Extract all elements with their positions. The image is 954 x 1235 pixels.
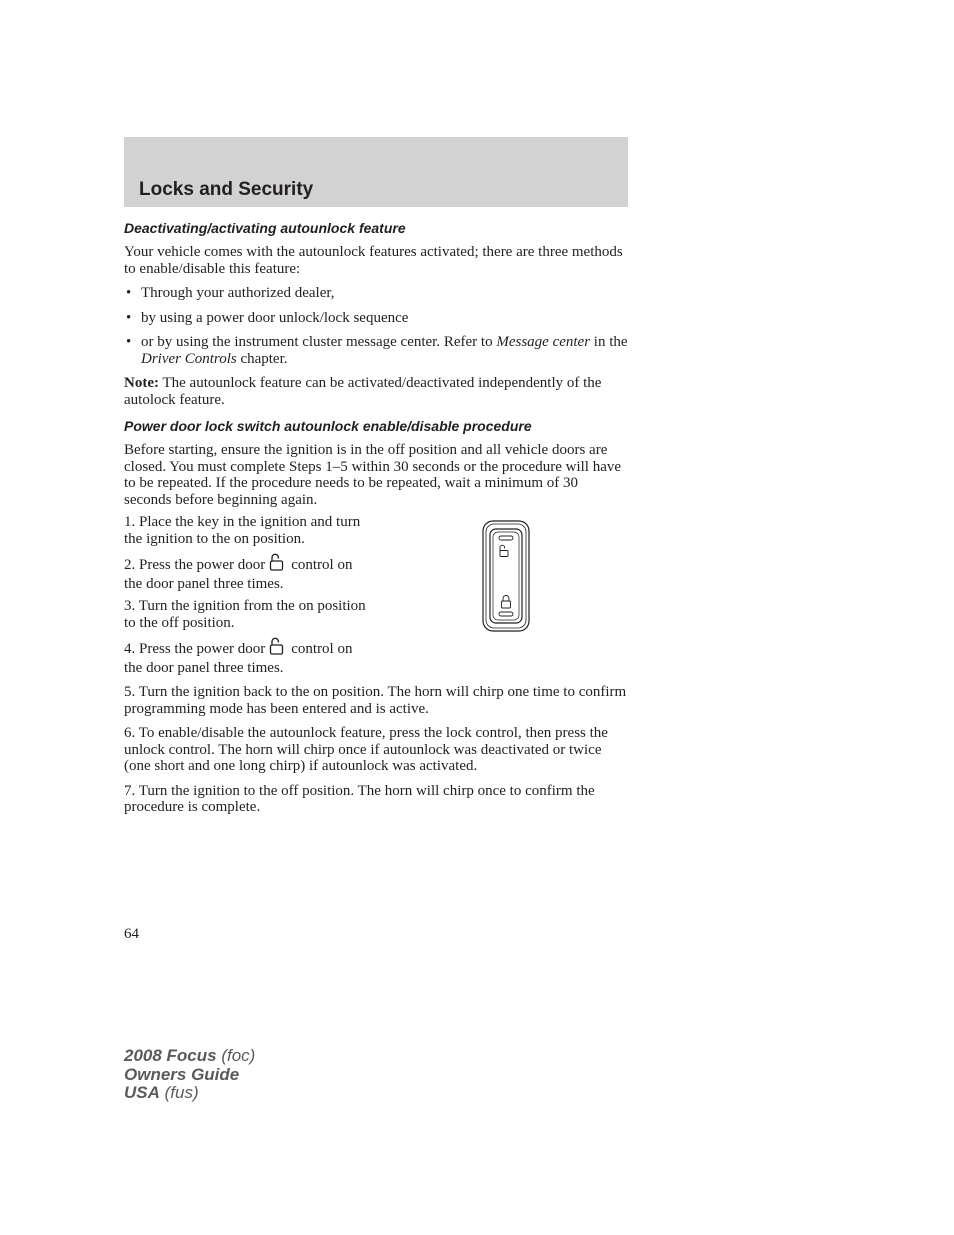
door-lock-switch-illustration <box>481 520 531 637</box>
step-3: 3. Turn the ignition from the on position to the off position. <box>124 598 366 631</box>
unlock-icon <box>269 553 285 576</box>
cross-reference-message-center: Message center <box>496 334 591 350</box>
section-heading-autounlock: Deactivating/activating autounlock feature <box>124 220 406 236</box>
list-item: • Through your authorized dealer, <box>126 285 335 301</box>
footer-line-model: 2008 Focus (foc) <box>124 1046 256 1065</box>
list-item: • by using a power door unlock/lock sequence <box>126 309 409 326</box>
step-5: 5. Turn the ignition back to the on position. The horn will chirp one time to confirm programming mode has been entered and is active. <box>124 684 627 717</box>
section-heading-procedure: Power door lock switch autounlock enable/disable procedure <box>124 418 532 434</box>
note-paragraph: Note: The autounlock feature can be activated/deactivated independently of the autolock feature. <box>124 375 602 408</box>
cross-reference-driver-controls: Driver Controls <box>141 350 237 367</box>
note-label: Note: <box>124 375 159 391</box>
step-7: 7. Turn the ignition to the off position. The horn will chirp once to confirm the procedure is complete. <box>124 782 595 815</box>
page-number: 64 <box>124 926 139 942</box>
procedure-intro: Before starting, ensure the ignition is in the off position and all vehicle doors are closed. You must complete Steps 1–5 within 30 seconds or the procedure will have to be repeated. If the procedure needs to be repeated, wait a minimum of 30 seconds before beginning again. <box>124 442 622 508</box>
footer-line-region: USA (fus) <box>124 1083 199 1102</box>
page-title: Locks and Security <box>139 179 314 200</box>
methods-list <box>124 285 628 367</box>
footer-line-guide: Owners Guide <box>124 1064 240 1084</box>
list-item: • or by using the instrument cluster message center. Refer to Message center in the Driver Controls chapter. <box>126 334 628 367</box>
step-2: 2. Press the power door control on the door panel three times. <box>124 553 374 592</box>
step-1: 1. Place the key in the ignition and turn the ignition to the on position. <box>124 514 361 547</box>
main-content <box>124 220 628 822</box>
unlock-icon <box>269 637 285 660</box>
step-4: 4. Press the power door control on the door panel three times. <box>124 637 374 676</box>
step-6: 6. To enable/disable the autounlock feature, press the lock control, then press the unlock control. The horn will chirp once if autounlock was deactivated or twice (one short and one long chirp) if autounlock was activated. <box>124 725 608 774</box>
intro-paragraph: Your vehicle comes with the autounlock features activated; there are three methods to enable/disable this feature: <box>124 244 623 277</box>
section-header-band <box>124 137 628 207</box>
document-footer <box>124 1047 255 1103</box>
